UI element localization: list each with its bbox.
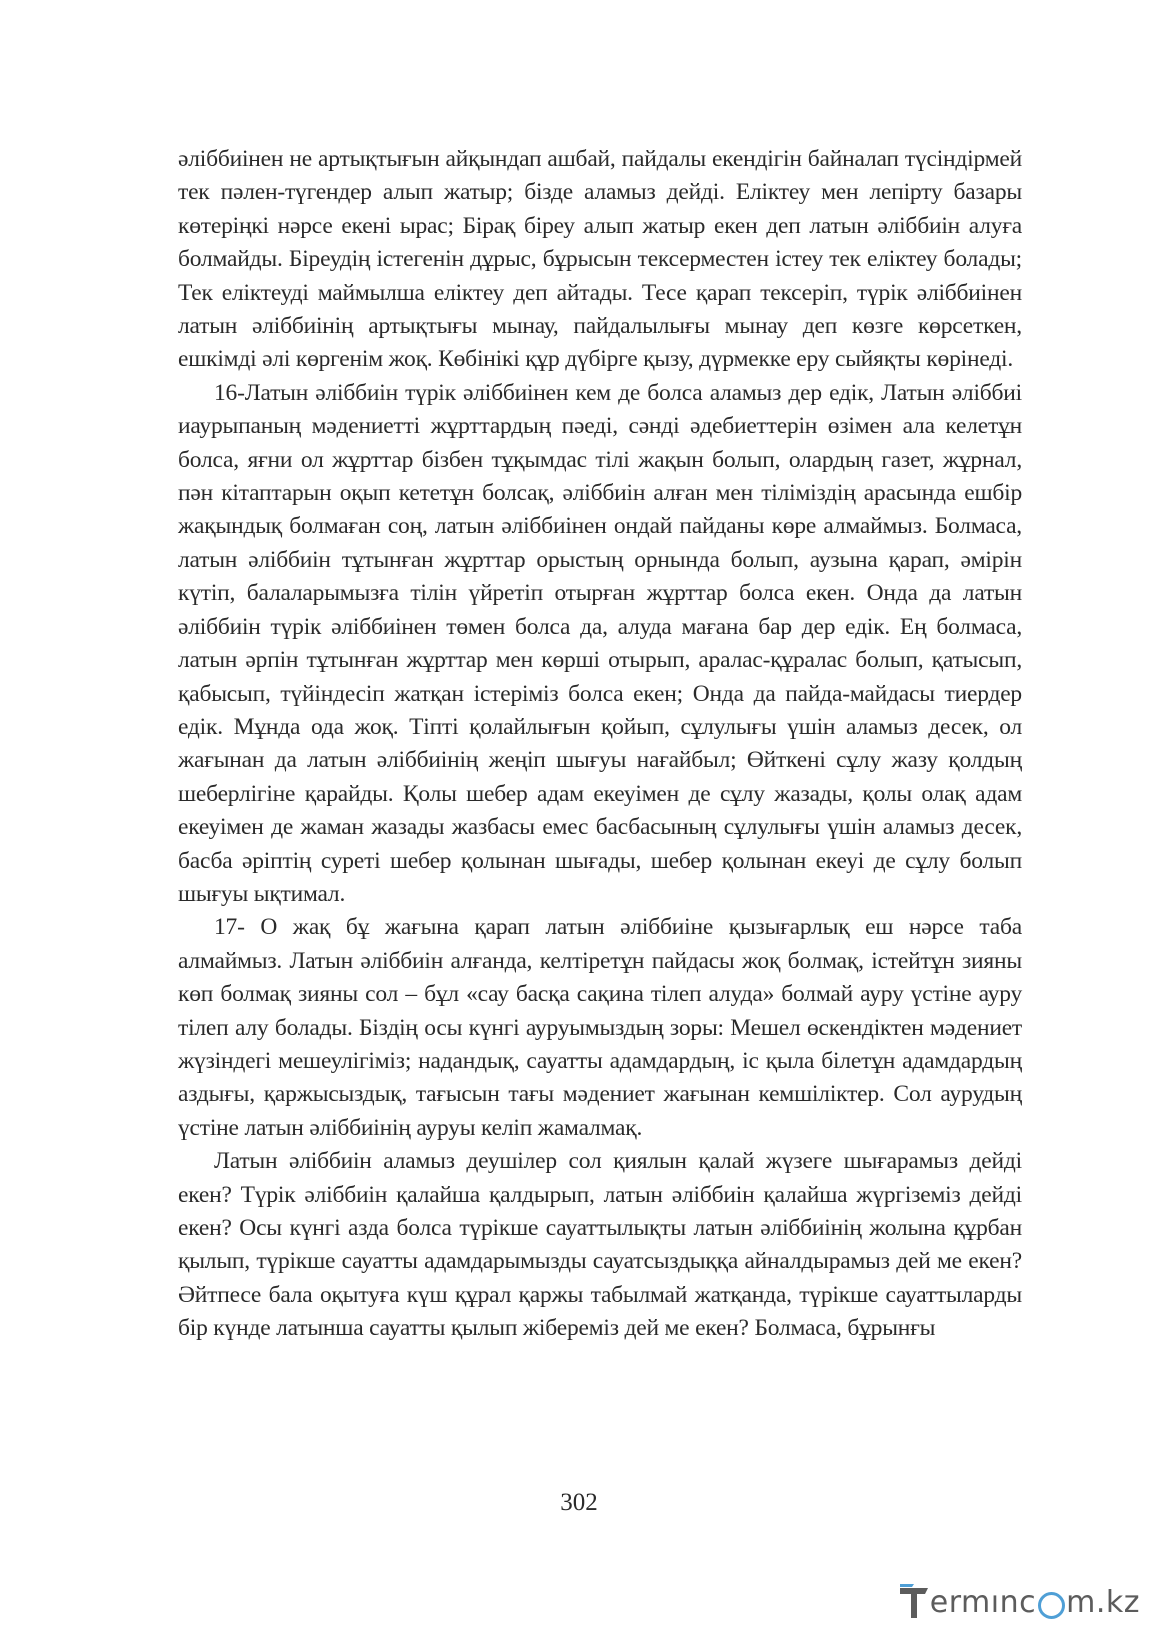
termincom-watermark — [898, 1580, 1140, 1624]
page-body — [178, 143, 1022, 1346]
watermark-text-part1: ermınc — [929, 1584, 1037, 1620]
paragraph-1: әліббиінен не артықтығын айқындап ашбай, пайдалы екендігін байналап түсіндірмей тек пәлен-түгендер алып жатыр; бізде аламыз дейді. Еліктеу мен лепірту базары көтеріңкі нәрсе екені ырас; Бірақ біреу алып жатыр екен деп латын әліббиін алуға болмайды. Біреудің істегенін дұрыс, бұрысын тексерместен істеу тек еліктеу болады; Тек еліктеуді маймылша еліктеу деп айтады. Тесе қарап тексеріп, түрік әліббиінен латын әліббиінің артықтығы мынау, пайдалылығы мынау деп көзге көрсеткен, ешкімді әлі көргенім жоқ. Көбінікі құр дүбірге қызу, дүрмекке еру сыйяқты көрінеді. — [178, 146, 1022, 373]
globe-o-icon — [1038, 1592, 1065, 1619]
paragraph-4: Латын әліббиін аламыз деушілер сол қиялын қалай жүзеге шығарамыз дейді екен? Түрік әліббиін қалайша қалдырып, латын әліббиін қалайша жүргіземіз дейді екен? Осы күнгі азда болса түрікше сауаттылықты латын әліббиінің жолына құрбан қылып, түрікше сауатты адамдарымызды сауатсыздыққа айналдырамыз дей ме екен? Әйтпесе бала оқытуға күш құрал қаржы табылмай жатқанда, түрікше сауаттыларды бір күнде латынша сауатты қылып жібереміз дей ме екен? Болмаса, бұрынғы — [178, 1148, 1022, 1342]
watermark-text-part2: m.kz — [1066, 1584, 1140, 1620]
page-number: 302 — [560, 1489, 598, 1516]
paragraph-3: 17- О жақ бұ жағына қарап латын әліббиіне қызығарлық еш нәрсе таба алмаймыз. Латын әліббиін алғанда, келтіретұн пайдасы жоқ болмақ, істейтұн зияны көп болмақ зияны сол – бұл «сау басқа сақина тілеп алуда» болмай ауру үстіне ауру тілеп алу болады. Біздің осы күнгі ауруымыздың зоры: Мешел өскендіктен мәдениет жүзіндегі мешеулігіміз; надандық, сауатты адамдардың, іс қыла білетұн адамдардың аздығы, қаржысыздық, тағысын тағы мәдениет жағынан кемшіліктер. Сол аурудың үстіне латын әліббиінің ауруы келіп жамалмақ. — [178, 914, 1022, 1141]
paragraph-2: 16-Латын әліббиін түрік әліббиінен кем де болса аламыз дер едік, Латын әліббиі иаурыпаның мәдениетті жұрттардың пәеді, сәнді әдебиеттерін өзімен ала келетұн болса, яғни ол жұрттар бізбен тұқымдас тілі жақын болып, олардың газет, жұрнал, пән кітаптарын оқып кететұн болсақ, әліббиін алған мен тіліміздің арасында ешбір жақындық болмаған соң, латын әліббиінен ондай пайданы көре алмаймыз. Болмаса, латын әліббиін тұтынған жұрттар орыстың орнында болып, аузына қарап, әмірін күтіп, балаларымызға тілін үйретіп отырған жұрттар болса екен. Онда да латын әліббиін түрік әліббиінен төмен болса да, алуда мағана бар дер едік. Ең болмаса, латын әрпін тұтынған жұрттар мен көрші отырып, аралас-құралас болып, қатысып, қабысып, түйіндесіп жатқан істеріміз болса екен; Онда да пайда-майдасы тиердер едік. Мұнда ода жоқ. Тіпті қолайлығын қойып, сұлулығы үшін аламыз десек, ол жағынан да латын әліббиінің жеңіп шығуы нағайбыл; Өйткені сұлу жазу қолдың шеберлігіне қарайды. Қолы шебер адам екеуімен де сұлу жазады, қолы олақ адам екеуімен де жаман жазады жазбасы емес басбасының сұлулығы үшін аламыз десек, басба әріптің суреті шебер қолынан шығады, шебер қолынан екеуі де сұлу болып шығуы ықтимал. — [178, 379, 1022, 907]
termincom-t-logo-icon — [898, 1582, 930, 1622]
